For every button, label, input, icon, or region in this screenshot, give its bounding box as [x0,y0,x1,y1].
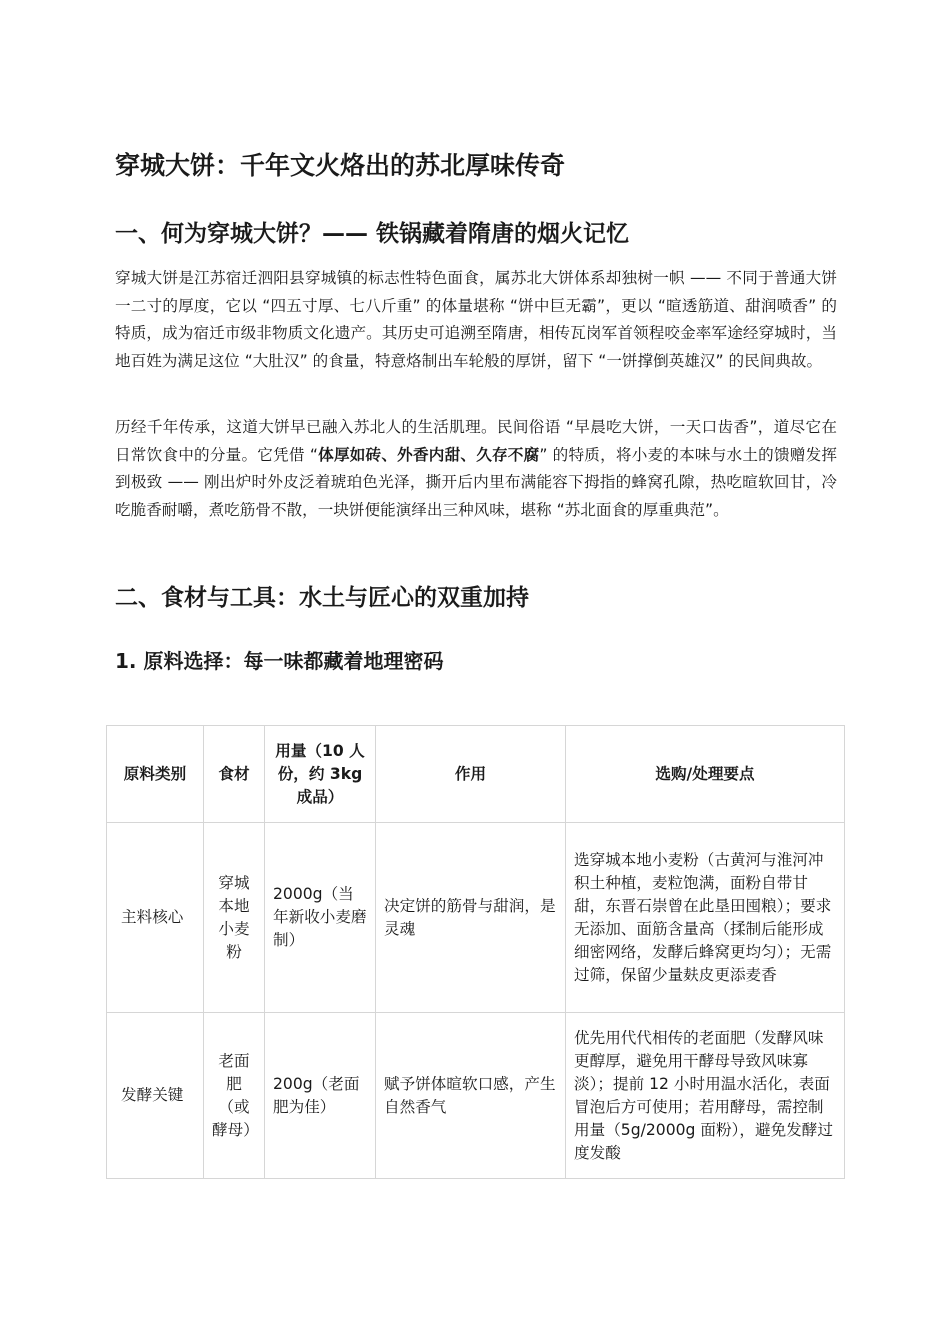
header-category: 原料类别 [107,726,204,823]
page-title: 穿城大饼：千年文火烙出的苏北厚味传奇 [115,151,566,180]
cell-amount: 2000g（当年新收小麦磨制） [265,823,376,1013]
cell-ingredient: 穿城本地小麦粉 [204,823,265,1013]
section-1-paragraph-1: 穿城大饼是江苏宿迁泗阳县穿城镇的标志性特色面食，属苏北大饼体系却独树一帜 —— 不同于普通大饼一二寸的厚度，它以 “四五寸厚、七八斤重” 的体量堪称 “饼中巨无霸”，更以 “暄透筋道、甜润喷香” 的特质，成为宿迁市级非物质文化遗产。其历史可追溯至隋唐，相传瓦岗军首领程咬金率军途经穿城时，当地百姓为满足这位 “大肚汉” 的食量，特意烙制出车轮般的厚饼，留下 “一饼撑倒英雄汉” 的民间典故。 [115,269,837,370]
ingredients-table [106,725,845,1179]
header-amount: 用量（10 人份，约 3kg 成品） [265,726,376,823]
paragraph-2-text-b: ” 的特质，将小麦的本味与水土的馈赠发挥到极致 —— 刚出炉时外皮泛着琥珀色光泽，撕开后内里布满能容下拇指的蜂窝孔隙，热吃暄软回甘，冷吃脆香耐嚼，煮吃筋骨不散，一块饼便能演绎出三种风味，堪称 “苏北面食的厚重典范”。 [115,445,837,519]
cell-tips: 优先用代代相传的老面肥（发酵风味更醇厚，避免用干酵母导致风味寡淡）；提前 12 小时用温水活化，表面冒泡后方可使用；若用酵母，需控制用量（5g/2000g 面粉），避免发酵过度发酸 [566,1013,845,1179]
cell-category: 主料核心 [107,823,204,1013]
table-row [107,823,845,1013]
paragraph-2-text-a: 历经千年传承，这道大饼早已融入苏北人的生活肌理。民间俗语 “早晨吃大饼，一天口齿香”，道尽它在日常饮食中的分量。它凭借 “ [115,418,837,464]
table-row [107,1013,845,1179]
header-tips: 选购/处理要点 [566,726,845,823]
cell-ingredient: 老面肥（或酵母） [204,1013,265,1179]
cell-tips: 选穿城本地小麦粉（古黄河与淮河冲积土种植，麦粒饱满，面粉自带甘甜，东晋石崇曾在此垦田囤粮）；要求无添加、面筋含量高（揉制后能形成细密网络，发酵后蜂窝更均匀）；无需过筛，保留少量麸皮更添麦香 [566,823,845,1013]
cell-role: 赋予饼体暄软口感，产生自然香气 [376,1013,566,1179]
cell-role: 决定饼的筋骨与甜润，是灵魂 [376,823,566,1013]
table-header-row [107,726,845,823]
section-1-paragraph-2 [115,414,837,524]
header-ingredient: 食材 [204,726,265,823]
section-2-heading: 二、食材与工具：水土与匠心的双重加持 [115,585,529,611]
section-1-heading: 一、何为穿城大饼？—— 铁锅藏着隋唐的烟火记忆 [115,221,630,247]
cell-category: 发酵关键 [107,1013,204,1179]
subsection-1-heading: 1. 原料选择：每一味都藏着地理密码 [115,649,444,673]
cell-amount: 200g（老面肥为佳） [265,1013,376,1179]
header-role: 作用 [376,726,566,823]
paragraph-2-bold-text: 体厚如砖、外香内甜、久存不腐 [317,445,540,464]
